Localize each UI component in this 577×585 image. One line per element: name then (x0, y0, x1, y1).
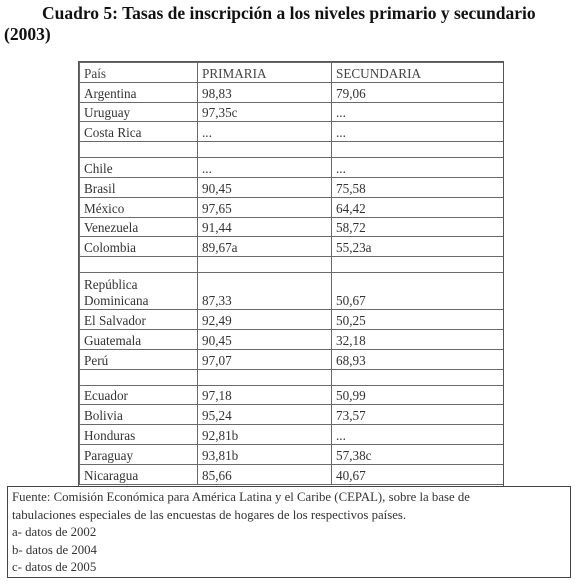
table-row (80, 425, 504, 445)
table-row (80, 310, 504, 330)
empty-cell (198, 257, 332, 273)
secondary-rate-cell: ... (332, 102, 504, 122)
country-cell: Ecuador (80, 385, 198, 405)
group-separator-row (80, 257, 504, 273)
secondary-rate-cell: 32,18 (332, 329, 504, 349)
table-row (80, 405, 504, 425)
secondary-rate-cell: 40,67 (332, 464, 504, 484)
empty-cell (198, 142, 332, 158)
country-cell: Bolivia (80, 405, 198, 425)
footnote-b: b- datos de 2004 (12, 542, 97, 557)
secondary-rate-cell: 50,99 (332, 385, 504, 405)
primary-rate-cell: 98,83 (198, 82, 332, 102)
secondary-rate-cell: 57,38c (332, 444, 504, 464)
empty-cell (80, 369, 198, 385)
enrollment-table (79, 62, 504, 485)
table-row (80, 158, 504, 178)
country-cell: Costa Rica (80, 122, 198, 142)
primary-rate-cell: 85,66 (198, 464, 332, 484)
table-header-row (80, 63, 504, 83)
table-row (80, 329, 504, 349)
country-cell: Guatemala (80, 329, 198, 349)
secondary-rate-cell: ... (332, 122, 504, 142)
secondary-rate-cell: ... (332, 425, 504, 445)
country-cell: Chile (80, 158, 198, 178)
country-cell: Paraguay (80, 444, 198, 464)
primary-rate-cell: 97,18 (198, 385, 332, 405)
group-separator-row (80, 142, 504, 158)
header-secondary: SECUNDARIA (332, 63, 504, 83)
table-row (80, 197, 504, 217)
primary-rate-cell: 92,49 (198, 310, 332, 330)
secondary-rate-cell: 75,58 (332, 177, 504, 197)
country-cell: Honduras (80, 425, 198, 445)
secondary-rate-cell: 73,57 (332, 405, 504, 425)
primary-rate-cell: ... (198, 158, 332, 178)
source-notes (7, 486, 571, 578)
header-primary: PRIMARIA (198, 63, 332, 83)
country-cell: Perú (80, 349, 198, 369)
country-cell: Brasil (80, 177, 198, 197)
primary-rate-cell: 90,45 (198, 177, 332, 197)
table-row (80, 464, 504, 484)
table-row (80, 217, 504, 237)
secondary-rate-cell: 58,72 (332, 217, 504, 237)
primary-rate-cell: 93,81b (198, 444, 332, 464)
primary-rate-cell: 97,35c (198, 102, 332, 122)
country-cell: Venezuela (80, 217, 198, 237)
primary-rate-cell: 92,81b (198, 425, 332, 445)
primary-rate-cell: 97,65 (198, 197, 332, 217)
country-cell: México (80, 197, 198, 217)
table-row (80, 102, 504, 122)
title-line-1: Cuadro 5: Tasas de inscripción a los niveles primario y secundario (42, 3, 536, 23)
title-line-2: (2003) (4, 24, 51, 44)
secondary-rate-cell: 55,23a (332, 237, 504, 257)
source-line: Fuente: Comisión Económica para América Latina y el Caribe (CEPAL), sobre la base de (12, 490, 470, 504)
primary-rate-cell: 90,45 (198, 329, 332, 349)
primary-rate-cell: 87,33 (198, 273, 332, 310)
table-row (80, 122, 504, 142)
table-row (80, 177, 504, 197)
secondary-rate-cell: 79,06 (332, 82, 504, 102)
table-row (80, 273, 504, 310)
table-row (80, 237, 504, 257)
country-cell: Colombia (80, 237, 198, 257)
primary-rate-cell: ... (198, 122, 332, 142)
group-separator-row (80, 369, 504, 385)
empty-cell (332, 369, 504, 385)
secondary-rate-cell: 64,42 (332, 197, 504, 217)
footnote-a: a- datos de 2002 (12, 525, 97, 539)
country-cell: Nicaragua (80, 464, 198, 484)
primary-rate-cell: 91,44 (198, 217, 332, 237)
header-country: País (80, 63, 198, 83)
empty-cell (80, 142, 198, 158)
enrollment-table-container (78, 61, 504, 488)
primary-rate-cell: 89,67a (198, 237, 332, 257)
footnote-c: c- datos de 2005 (12, 560, 97, 574)
secondary-rate-cell: 68,93 (332, 349, 504, 369)
source-line: tabulaciones especiales de las encuestas de hogares de los respectivos países. (12, 507, 407, 522)
table-row (80, 385, 504, 405)
primary-rate-cell: 95,24 (198, 405, 332, 425)
empty-cell (198, 369, 332, 385)
secondary-rate-cell: 50,25 (332, 310, 504, 330)
country-cell: El Salvador (80, 310, 198, 330)
country-cell: República Dominicana (80, 273, 198, 310)
country-cell: Argentina (80, 82, 198, 102)
table-row (80, 82, 504, 102)
secondary-rate-cell: 50,67 (332, 273, 504, 310)
table-row (80, 349, 504, 369)
secondary-rate-cell: ... (332, 158, 504, 178)
table-row (80, 444, 504, 464)
empty-cell (80, 257, 198, 273)
country-cell: Uruguay (80, 102, 198, 122)
empty-cell (332, 257, 504, 273)
primary-rate-cell: 97,07 (198, 349, 332, 369)
empty-cell (332, 142, 504, 158)
